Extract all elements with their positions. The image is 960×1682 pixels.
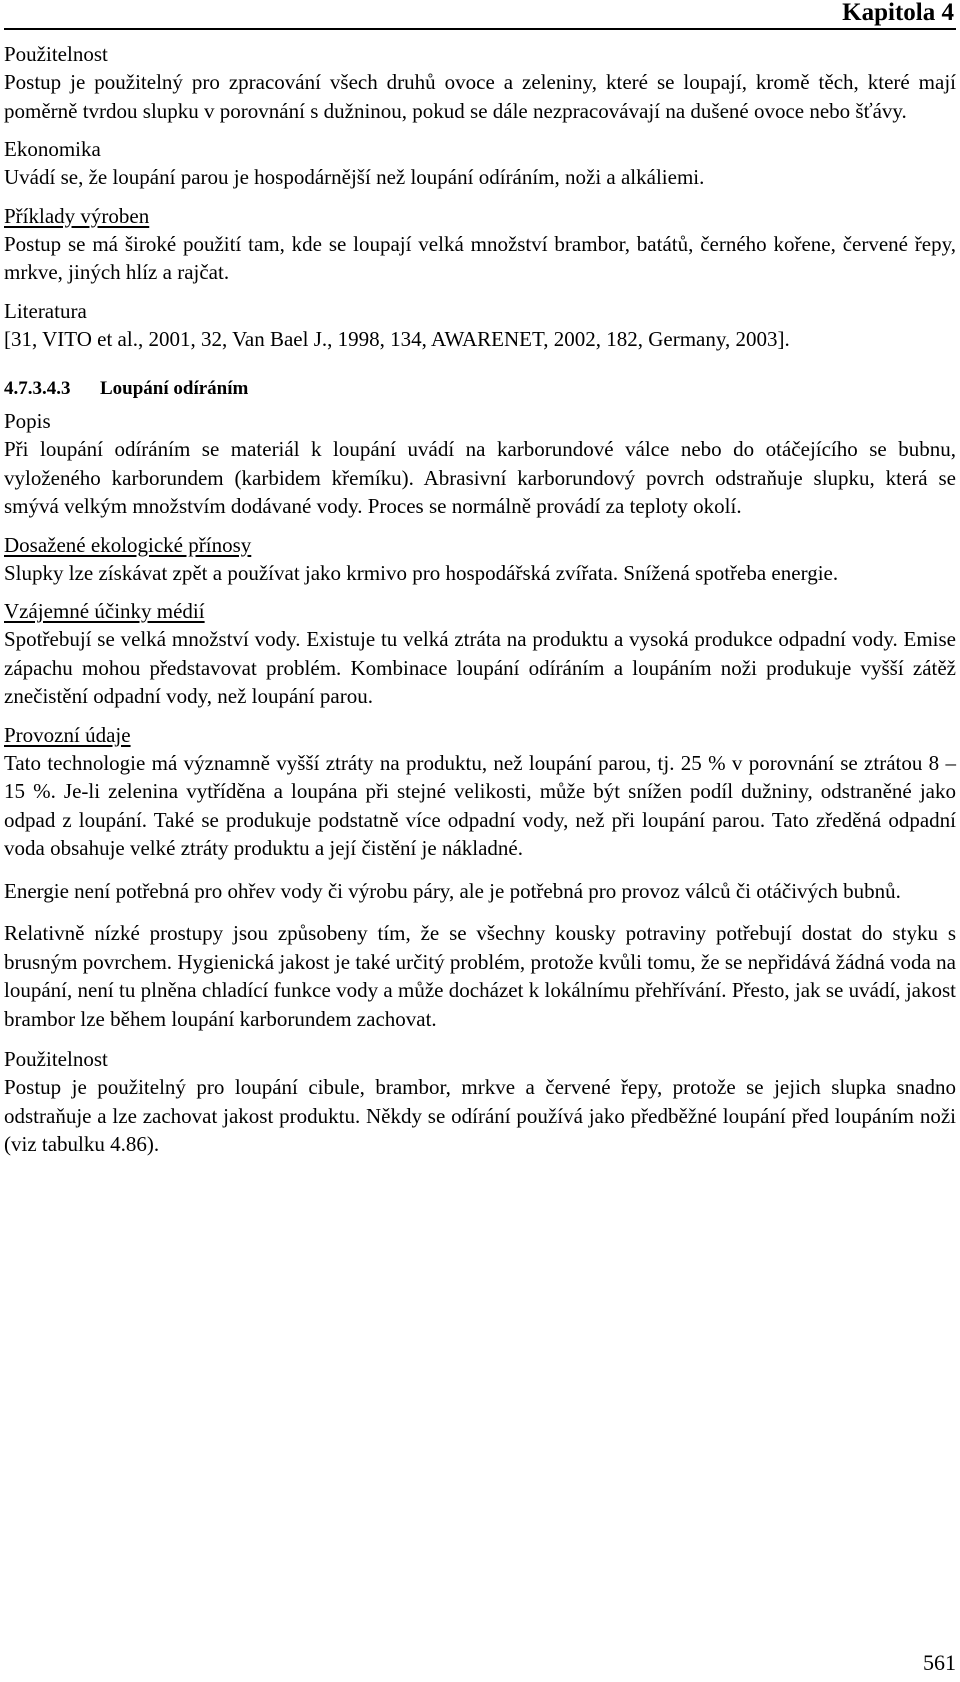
chapter-label: Kapitola 4: [842, 0, 954, 26]
page-number: 561: [923, 1650, 956, 1675]
paragraph-literatura: [31, VITO et al., 2001, 32, Van Bael J., 1998, 134, AWARENET, 2002, 182, Germany, 2003].: [4, 326, 790, 351]
paragraph-ekologicke-prinosy: Slupky lze získávat zpět a používat jako krmivo pro hospodářská zvířata. Snížená spotřeba energie.: [4, 560, 839, 585]
paragraph-provozni-udaje: Tato technologie má významně vyšší ztráty na produktu, než loupání parou, tj. 25 % v porovnání se ztrátou 8 – 15 %. Je-li zelenina vytříděna a loupána při stejné velikosti, může být snížen podíl dužniny, odstraněné jako odpad z loupání. Také se produkuje podstatně více odpadní vody, než při loupání parou. Tato zředěná odpadní voda obsahuje velké ztráty produktu a její čistění je nákladné.: [4, 750, 956, 860]
paragraph-ekonomika: Uvádí se, že loupání parou je hospodárnější než loupání odíráním, noži a alkáliemi.: [4, 165, 705, 189]
section-number: 4.7.3.4.3: [4, 378, 71, 399]
heading-pouzitelnost: Použitelnost: [4, 42, 108, 66]
paragraph-prostupy: Relativně nízké prostupy jsou způsobeny tím, že se všechny kousky potraviny potřebují dostat do styku s brusným povrchem. Hygienická jakost je také určitý problém, protože kvůli tomu, že se nepřidává žádná voda na loupání, není tu plněna chladící funkce vody a může docházet k lokálnímu přehřívání. Přesto, jak se uvádí, jakost brambor lze během loupání karborundem zachovat.: [4, 921, 956, 1031]
heading-priklady-vyroben: Příklady výroben: [4, 203, 150, 228]
heading-ekologicke-prinosy: Dosažené ekologické přínosy: [4, 532, 252, 557]
heading-ekonomika: Ekonomika: [4, 137, 101, 161]
paragraph-vzajemne-ucinky: Spotřebují se velká množství vody. Existuje tu velká ztráta na produktu a vysoká produkce odpadní vody. Emise zápachu mohou představovat problém. Kombinace loupání odíráním a loupáním noži produkuje vyšší zátěž znečistění odpadní vody, než loupání parou.: [4, 627, 956, 708]
heading-provozni-udaje: Provozní údaje: [4, 722, 131, 747]
paragraph-pouzitelnost-2: Postup je použitelný pro loupání cibule, brambor, mrkve a červené řepy, protože se jejich slupka snadno odstraňuje a lze zachovat jakost produktu. Někdy se odírání používá jako předběžné loupání před loupáním noži (viz tabulku 4.86).: [4, 1075, 956, 1156]
heading-vzajemne-ucinky: Vzájemné účinky médií: [4, 599, 205, 623]
section-name: Loupání odíráním: [100, 378, 249, 399]
page-header: [4, 0, 956, 30]
heading-popis: Popis: [4, 409, 51, 433]
paragraph-energie: Energie není potřebná pro ohřev vody či výrobu páry, ale je potřebná pro provoz válců či otáčivých bubnů.: [4, 878, 901, 903]
heading-pouzitelnost-2: Použitelnost: [4, 1047, 108, 1071]
heading-literatura: Literatura: [4, 298, 87, 323]
section-title: [4, 377, 956, 401]
paragraph-priklady-vyroben: Postup se má široké použití tam, kde se loupají velká množství brambor, batátů, černého kořene, červené řepy, mrkve, jiných hlíz a rajčat.: [4, 231, 956, 284]
document-body: [4, 40, 956, 1159]
paragraph-pouzitelnost: Postup je použitelný pro zpracování všech druhů ovoce a zeleniny, které se loupají, kromě těch, které mají poměrně tvrdou slupku v porovnání s dužninou, pokud se dále nezpracovávají na dušené ovoce nebo šťávy.: [4, 70, 956, 123]
paragraph-popis: Při loupání odíráním se materiál k loupání uvádí na karborundové válce nebo do otáčejícího se bubnu, vyloženého karborundem (karbidem křemíku). Abrasivní karborundový povrch odstraňuje slupku, která se smývá velkým množstvím dodávané vody. Proces se normálně provádí za teploty okolí.: [4, 437, 956, 518]
